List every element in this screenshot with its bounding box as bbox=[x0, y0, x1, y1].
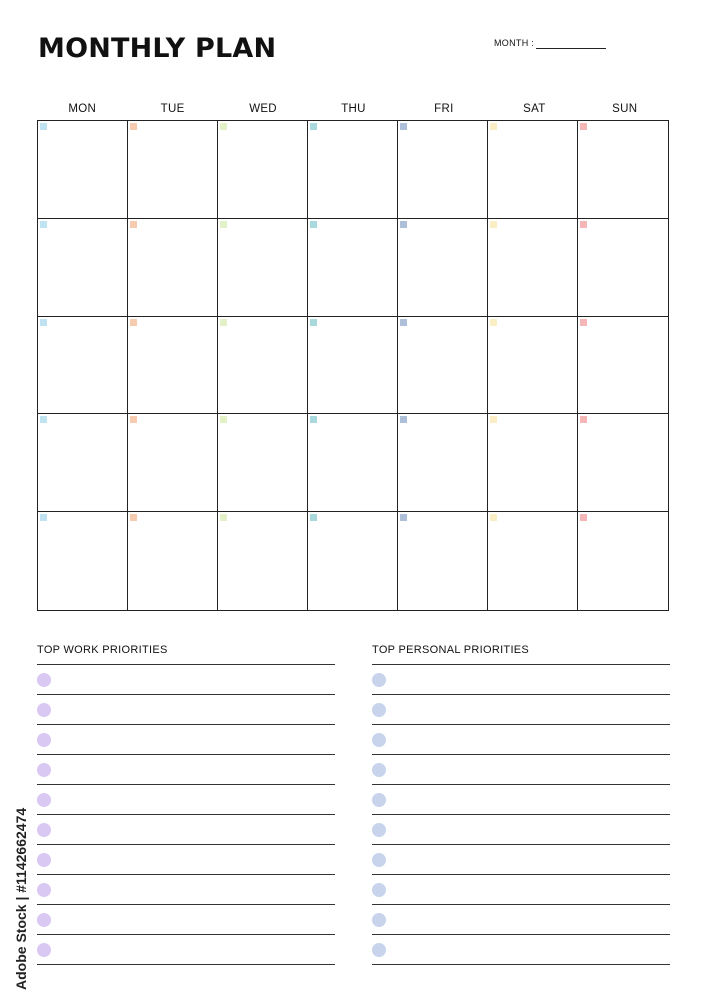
work-priority-row[interactable] bbox=[37, 845, 335, 875]
day-color-marker bbox=[130, 416, 137, 423]
day-color-marker bbox=[40, 416, 47, 423]
day-color-marker bbox=[400, 514, 407, 521]
day-color-marker bbox=[580, 221, 587, 228]
personal-priority-row[interactable] bbox=[372, 695, 670, 725]
calendar-cell[interactable] bbox=[218, 219, 308, 317]
work-priority-row[interactable] bbox=[37, 905, 335, 935]
day-color-marker bbox=[400, 416, 407, 423]
personal-priorities-section bbox=[372, 643, 670, 965]
day-color-marker bbox=[310, 416, 317, 423]
personal-priority-bullet-icon bbox=[372, 913, 386, 927]
calendar-cell[interactable] bbox=[308, 512, 398, 610]
day-color-marker bbox=[220, 416, 227, 423]
personal-priorities-title: TOP PERSONAL PRIORITIES bbox=[372, 644, 530, 656]
work-priority-row[interactable] bbox=[37, 935, 335, 965]
personal-priority-row[interactable] bbox=[372, 845, 670, 875]
calendar-cell[interactable] bbox=[308, 414, 398, 512]
calendar-cell[interactable] bbox=[488, 317, 578, 415]
personal-priority-bullet-icon bbox=[372, 673, 386, 687]
page-title: MONTHLY PLAN bbox=[38, 33, 277, 64]
personal-priority-row[interactable] bbox=[372, 815, 670, 845]
calendar-cell[interactable] bbox=[578, 121, 668, 219]
day-color-marker bbox=[580, 514, 587, 521]
day-color-marker bbox=[40, 514, 47, 521]
calendar-cell[interactable] bbox=[398, 414, 488, 512]
work-priorities-section bbox=[37, 643, 335, 965]
work-priority-row[interactable] bbox=[37, 875, 335, 905]
day-color-marker bbox=[310, 319, 317, 326]
calendar-cell[interactable] bbox=[38, 317, 128, 415]
day-color-marker bbox=[400, 319, 407, 326]
personal-priority-bullet-icon bbox=[372, 793, 386, 807]
calendar-grid bbox=[37, 120, 669, 611]
day-color-marker bbox=[490, 416, 497, 423]
day-color-marker bbox=[220, 514, 227, 521]
work-priority-bullet-icon bbox=[37, 823, 51, 837]
work-priority-row[interactable] bbox=[37, 695, 335, 725]
personal-priority-bullet-icon bbox=[372, 733, 386, 747]
calendar-cell[interactable] bbox=[578, 512, 668, 610]
weekday-mon: MON bbox=[68, 103, 97, 115]
day-color-marker bbox=[220, 319, 227, 326]
work-priority-bullet-icon bbox=[37, 733, 51, 747]
work-priority-bullet-icon bbox=[37, 883, 51, 897]
calendar-cell[interactable] bbox=[308, 317, 398, 415]
stock-watermark-text: Adobe Stock | #1142662474 bbox=[13, 807, 29, 990]
personal-priority-row[interactable] bbox=[372, 875, 670, 905]
work-priorities-title: TOP WORK PRIORITIES bbox=[37, 644, 168, 656]
calendar-cell[interactable] bbox=[218, 512, 308, 610]
personal-priority-row[interactable] bbox=[372, 665, 670, 695]
calendar-cell[interactable] bbox=[578, 414, 668, 512]
calendar-cell[interactable] bbox=[128, 219, 218, 317]
day-color-marker bbox=[310, 123, 317, 130]
calendar-cell[interactable] bbox=[488, 121, 578, 219]
calendar-cell[interactable] bbox=[38, 219, 128, 317]
day-color-marker bbox=[130, 319, 137, 326]
calendar-cell[interactable] bbox=[488, 414, 578, 512]
day-color-marker bbox=[40, 319, 47, 326]
calendar-cell[interactable] bbox=[38, 512, 128, 610]
work-priority-row[interactable] bbox=[37, 665, 335, 695]
day-color-marker bbox=[130, 221, 137, 228]
calendar-cell[interactable] bbox=[38, 121, 128, 219]
work-priority-bullet-icon bbox=[37, 943, 51, 957]
calendar-cell[interactable] bbox=[308, 219, 398, 317]
weekday-header-row bbox=[37, 103, 670, 117]
day-color-marker bbox=[580, 416, 587, 423]
calendar-cell[interactable] bbox=[38, 414, 128, 512]
calendar-cell[interactable] bbox=[488, 512, 578, 610]
day-color-marker bbox=[130, 123, 137, 130]
work-priority-bullet-icon bbox=[37, 703, 51, 717]
calendar-cell[interactable] bbox=[308, 121, 398, 219]
day-color-marker bbox=[580, 319, 587, 326]
personal-priorities-list bbox=[372, 664, 670, 965]
work-priority-row[interactable] bbox=[37, 755, 335, 785]
calendar-cell[interactable] bbox=[488, 219, 578, 317]
day-color-marker bbox=[130, 514, 137, 521]
personal-priority-row[interactable] bbox=[372, 725, 670, 755]
calendar-cell[interactable] bbox=[218, 317, 308, 415]
month-label: MONTH : bbox=[494, 38, 535, 48]
weekday-tue: TUE bbox=[160, 103, 185, 115]
calendar-cell[interactable] bbox=[398, 317, 488, 415]
day-color-marker bbox=[220, 221, 227, 228]
personal-priority-row[interactable] bbox=[372, 785, 670, 815]
month-input-line[interactable] bbox=[536, 48, 606, 49]
work-priority-bullet-icon bbox=[37, 763, 51, 777]
day-color-marker bbox=[400, 123, 407, 130]
day-color-marker bbox=[490, 514, 497, 521]
work-priority-row[interactable] bbox=[37, 815, 335, 845]
calendar-cell[interactable] bbox=[398, 219, 488, 317]
personal-priority-bullet-icon bbox=[372, 853, 386, 867]
day-color-marker bbox=[310, 514, 317, 521]
calendar-cell[interactable] bbox=[218, 121, 308, 219]
personal-priority-bullet-icon bbox=[372, 703, 386, 717]
work-priorities-list bbox=[37, 664, 335, 965]
personal-priority-bullet-icon bbox=[372, 823, 386, 837]
calendar-cell[interactable] bbox=[128, 121, 218, 219]
weekday-sun: SUN bbox=[612, 103, 638, 115]
work-priority-bullet-icon bbox=[37, 673, 51, 687]
personal-priority-bullet-icon bbox=[372, 943, 386, 957]
calendar-cell[interactable] bbox=[128, 317, 218, 415]
work-priority-bullet-icon bbox=[37, 853, 51, 867]
personal-priority-bullet-icon bbox=[372, 883, 386, 897]
day-color-marker bbox=[490, 319, 497, 326]
weekday-fri: FRI bbox=[434, 103, 454, 115]
day-color-marker bbox=[580, 123, 587, 130]
calendar-cell[interactable] bbox=[398, 121, 488, 219]
day-color-marker bbox=[310, 221, 317, 228]
weekday-thu: THU bbox=[341, 103, 366, 115]
day-color-marker bbox=[220, 123, 227, 130]
personal-priority-row[interactable] bbox=[372, 755, 670, 785]
calendar-cell[interactable] bbox=[578, 219, 668, 317]
weekday-wed: WED bbox=[249, 103, 277, 115]
work-priority-bullet-icon bbox=[37, 793, 51, 807]
day-color-marker bbox=[400, 221, 407, 228]
work-priority-row[interactable] bbox=[37, 785, 335, 815]
day-color-marker bbox=[490, 221, 497, 228]
day-color-marker bbox=[40, 123, 47, 130]
calendar-cell[interactable] bbox=[218, 414, 308, 512]
calendar-cell[interactable] bbox=[578, 317, 668, 415]
calendar-cell[interactable] bbox=[128, 512, 218, 610]
work-priority-row[interactable] bbox=[37, 725, 335, 755]
personal-priority-row[interactable] bbox=[372, 935, 670, 965]
work-priority-bullet-icon bbox=[37, 913, 51, 927]
calendar-cell[interactable] bbox=[128, 414, 218, 512]
day-color-marker bbox=[490, 123, 497, 130]
weekday-sat: SAT bbox=[523, 103, 546, 115]
personal-priority-bullet-icon bbox=[372, 763, 386, 777]
day-color-marker bbox=[40, 221, 47, 228]
calendar-cell[interactable] bbox=[398, 512, 488, 610]
personal-priority-row[interactable] bbox=[372, 905, 670, 935]
